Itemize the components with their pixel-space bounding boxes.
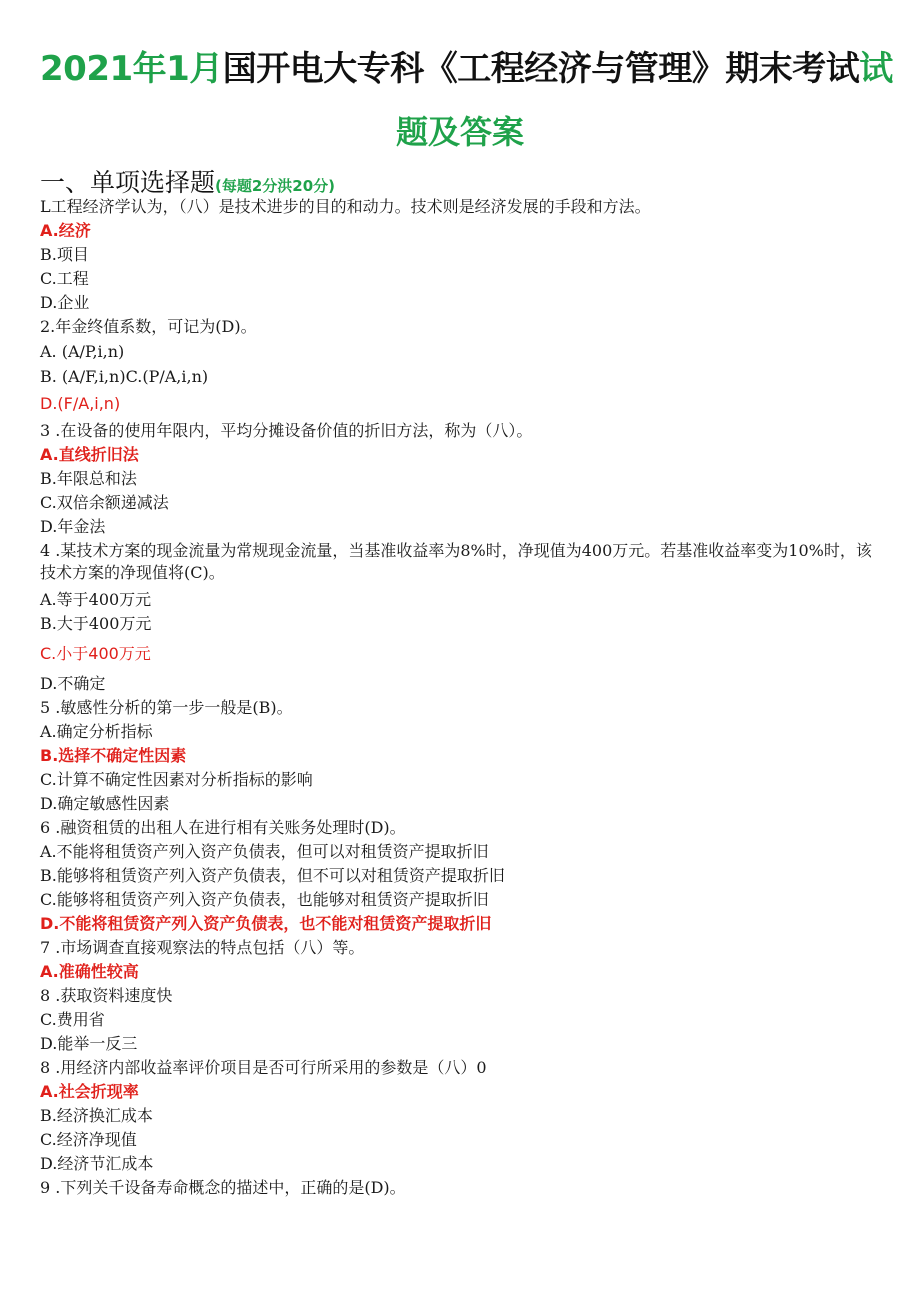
answer-option: A. (A/P,i,n): [40, 342, 125, 361]
correct-answer-option: A.直线折旧法: [40, 445, 139, 464]
answer-option: D.年金法: [40, 517, 106, 536]
answer-option: C.能够将租赁资产列入资产负债表，也能够对租赁资产提取折旧: [40, 890, 489, 909]
question-text: 6 .融资租赁的出租人在进行相有关账务处理时(D)。: [40, 818, 406, 837]
title-tail: 试: [859, 49, 893, 89]
correct-answer-option: B.选择不确定性因素: [40, 746, 187, 765]
correct-answer-option: A.社会折现率: [40, 1082, 139, 1101]
answer-option: D.能举一反三: [40, 1034, 138, 1053]
answer-option: A.等于400万元: [40, 590, 152, 609]
answer-option: A.确定分析指标: [40, 722, 153, 741]
question-text: 4 .某技术方案的现金流量为常规现金流量，当基准收益率为8%时，净现值为400万元。若基准收益率变为10%时，该技术方案的净现值将(C)。: [40, 541, 872, 582]
answer-option: D.确定敏感性因素: [40, 794, 170, 813]
answer-option: C.双倍余额递减法: [40, 493, 169, 512]
section-title: 一、单项选择题: [40, 168, 216, 197]
question-text: 9 .下列关千设备寿命概念的描述中，正确的是(D)。: [40, 1178, 406, 1197]
answer-option: B. (A/F,i,n)C.(P/A,i,n): [40, 367, 209, 386]
answer-option: C.工程: [40, 269, 89, 288]
document-title: [40, 49, 893, 89]
answer-option: D.企业: [40, 293, 90, 312]
question-text: 7 .市场调查直接观察法的特点包括（八）等。: [40, 938, 365, 957]
correct-answer-option: A.经济: [40, 221, 91, 240]
answer-option: B.大于400万元: [40, 614, 152, 633]
answer-option: D.经济节汇成本: [40, 1154, 154, 1173]
answer-option: B.年限总和法: [40, 469, 137, 488]
answer-option: B.项目: [40, 245, 89, 264]
answer-option: C.计算不确定性因素对分析指标的影响: [40, 770, 313, 789]
section-heading: [40, 170, 335, 195]
question-text: L工程经济学认为，（八）是技术进步的目的和动力。技术则是经济发展的手段和方法。: [40, 197, 651, 216]
question-text: 2.年金终值系数，可记为(D)。: [40, 317, 257, 336]
document-title-continued: 题及答案: [395, 113, 524, 151]
title-main: 国开电大专科《工程经济与管理》期末考试: [222, 49, 860, 89]
question-text: 8 .用经济内部收益率评价项目是否可行所采用的参数是（八）0: [40, 1058, 487, 1077]
answer-option: D.不确定: [40, 674, 106, 693]
answer-option: A.不能将租赁资产列入资产负债表，但可以对租赁资产提取折旧: [40, 842, 489, 861]
correct-answer-option: D.不能将租赁资产列入资产负债表，也不能对租赁资产提取折旧: [40, 914, 492, 933]
section-score-note: (每题2分洪20分): [215, 177, 336, 195]
answer-option: C.经济净现值: [40, 1130, 137, 1149]
question-text: 5 .敏感性分析的第一步一般是(B)。: [40, 698, 293, 717]
answer-option: B.能够将租赁资产列入资产负债表，但不可以对租赁资产提取折旧: [40, 866, 505, 885]
correct-answer-option: C.小于400万元: [40, 644, 151, 663]
title-date: 2021年1月: [40, 49, 223, 89]
correct-answer-option: D.(F/A,i,n): [40, 394, 121, 413]
answer-option: 8 .获取资料速度快: [40, 986, 173, 1005]
answer-option: C.费用省: [40, 1010, 105, 1029]
correct-answer-option: A.准确性较高: [40, 962, 139, 981]
answer-option: B.经济换汇成本: [40, 1106, 153, 1125]
question-text: 3 .在设备的使用年限内，平均分摊设备价值的折旧方法，称为（八）。: [40, 421, 533, 440]
